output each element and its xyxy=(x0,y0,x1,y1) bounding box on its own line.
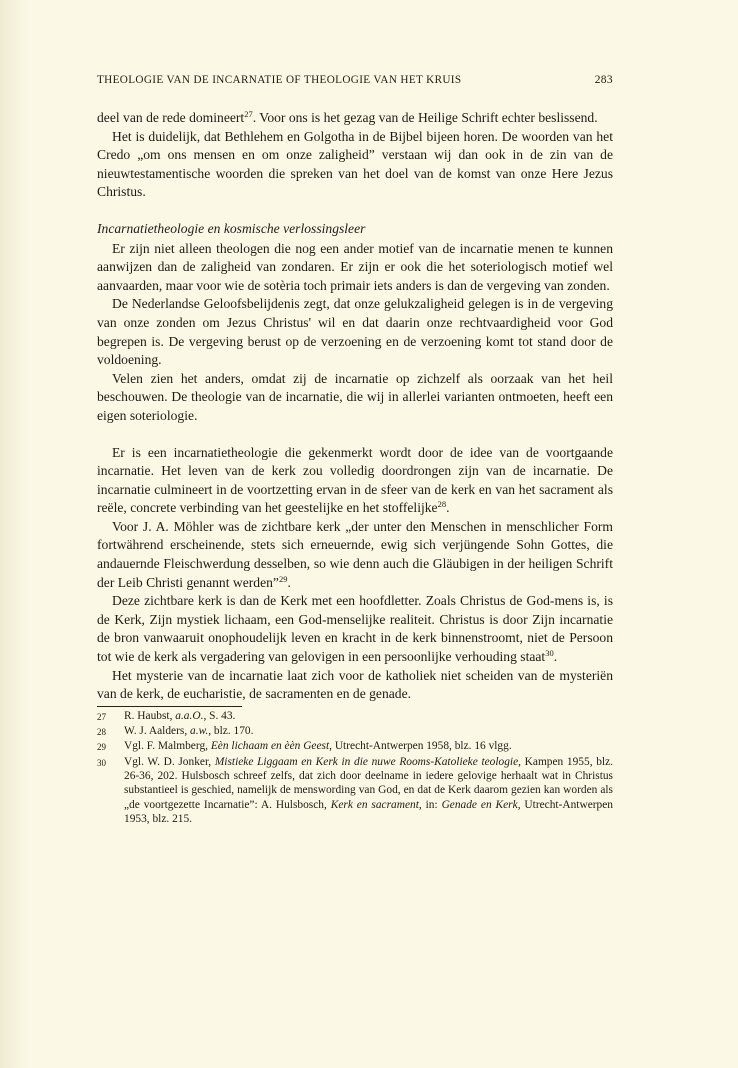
paragraph-2: Het is duidelijk, dat Bethlehem en Golgotha in de Bijbel bijeen horen. De woorden van het Credo „om ons mensen en om onze zaligheid” verstaan wij dan ook in de zin van de nieuwtestamentische woorden die spreken van het doel van de komst van onze Here Jezus Christus. xyxy=(97,128,613,200)
footnote-ref-27: 27 xyxy=(244,109,253,119)
running-head xyxy=(97,74,613,86)
section-heading: Incarnatietheologie en kosmische verlossingsleer xyxy=(97,220,366,236)
paragraph-3: Er zijn niet alleen theologen die nog een ander motief van de incarnatie menen te kunnen aanwijzen dan de zaligheid van zondaren. Er zijn er ook die het soteriologisch motief wel aanvaarden, maar voor wie de sotèria toch primair iets anders is dan de vergeving van zonden. xyxy=(97,240,613,293)
paragraph-4: De Nederlandse Geloofsbelijdenis zegt, dat onze gelukzaligheid gelegen is in de vergeving van onze zonden om Jezus Christus' wil en dat daarin onze rechtvaardigheid voor God begrepen is. De vergeving berust op de verzoening en de verzoening komt tot stand door de voldoening. xyxy=(97,296,613,368)
footnote-30: 30 Vgl. W. D. Jonker, Mistieke Liggaam en Kerk in die nuwe Rooms-Katolieke teologie, Kampen 1955, blz. 26-36, 202. Hulsbosch schreef zelfs, dat zich door deelname in iedere gelovige herhaalt wat in Christus substantieel is geschied, namelijk de menswording van God, en dat de Kerk daarom gezien kan worden als „de voortgezette Incarnatie”: A. Hulsbosch, Kerk en sacrament, in: Genade en Kerk, Utrecht-Antwerpen 1953, blz. 215. xyxy=(97,755,613,825)
paragraph-7: Voor J. A. Möhler was de zichtbare kerk „der unter den Menschen in menschlicher Form fortwährend erscheinende, stets sich erneuernde, ewig sich verjüngende Sohn Gottes, die andauernde Fleischwerdung desselben, so wie denn auch die Gläubigen in der heiligen Schrift der Leib Christi genannt werden”$^{29}$. xyxy=(97,518,613,590)
paragraph-5: Velen zien het anders, omdat zij de incarnatie op zichzelf als oorzaak van het heil beschouwen. De theologie van de incarnatie, die wij in allerlei varianten ontmoeten, heeft een eigen soteriologie. xyxy=(97,370,613,423)
footnote-27: 27 R. Haubst, a.a.O., S. 43. xyxy=(97,709,236,722)
footnote-rule xyxy=(97,706,242,707)
paragraph-1: deel van de rede domineert$^{27}$. Voor ons is het gezag van de Heilige Schrift echter beslissend. xyxy=(97,109,598,125)
paragraph-6: Er is een incarnatietheologie die gekenmerkt wordt door de idee van de voortgaande incarnatie. Het leven van de kerk zou volledig doordrongen zijn van de incarnatie. De incarnatie culmineert in de voortzetting ervan in de sfeer van de kerk en van het sacrament als reële, concrete verbinding van het geestelijke en het stoffelijke$^{28}$. xyxy=(97,444,613,516)
footnote-28: 28 W. J. Aalders, a.w., blz. 170. xyxy=(97,725,254,738)
page-number: 283 xyxy=(594,74,613,86)
footnote-ref-29: 29 xyxy=(278,573,288,584)
footnotes xyxy=(97,709,613,826)
paragraph-8: Deze zichtbare kerk is dan de Kerk met een hoofdletter. Zoals Christus de God-mens is, is de Kerk, Zijn mystiek lichaam, een God-menselijke realiteit. Christus is door Zijn incarnatie de bron vanwaaruit onophoudelijk leven en kracht in de kerk binnenstroomt, niet de Persoon tot wie de kerk als vergadering van gelovigen in een persoonlijke verhouding staat$^{30}$. xyxy=(97,593,613,665)
page-binding-edge xyxy=(0,0,30,1068)
footnote-ref-30: 30 xyxy=(545,648,554,659)
running-title: THEOLOGIE VAN DE INCARNATIE OF THEOLOGIE VAN HET KRUIS xyxy=(97,74,462,86)
footnote-ref-28: 28 xyxy=(437,499,447,510)
body-text xyxy=(97,109,613,704)
paragraph-9: Het mysterie van de incarnatie laat zich voor de katholiek niet scheiden van de mysteriën van de kerk, de eucharistie, de sacramenten en de genade. xyxy=(97,667,613,702)
book-page xyxy=(97,74,613,826)
footnote-29: 29 Vgl. F. Malmberg, Eèn lichaam en èèn Geest, Utrecht-Antwerpen 1958, blz. 16 vlgg. xyxy=(97,740,512,753)
